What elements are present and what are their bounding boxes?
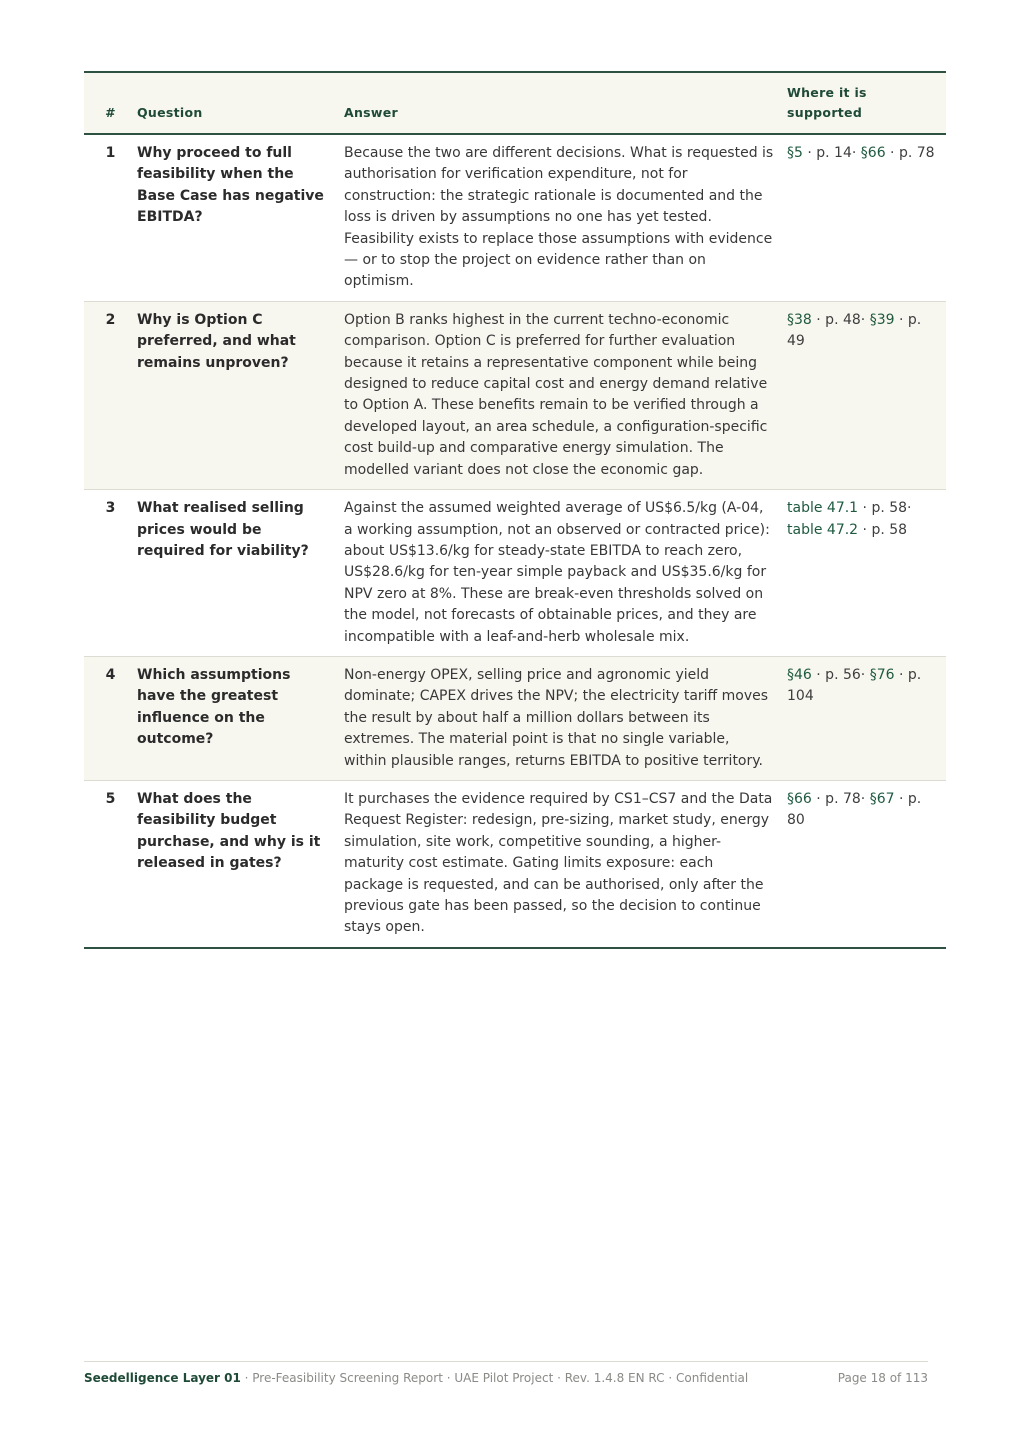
row-references: [787, 656, 946, 780]
reference-page: · p. 56·: [811, 666, 870, 683]
qa-table: [84, 71, 946, 949]
reference-page: · p. 49: [787, 311, 922, 350]
reference-page: · p. 58: [858, 521, 908, 538]
row-question: What realised selling prices would be required for viability?: [137, 490, 344, 657]
reference-link[interactable]: §66: [860, 145, 886, 161]
row-number: 4: [84, 656, 137, 780]
reference-page: · p. 78: [885, 145, 935, 161]
row-answer: Because the two are different decisions. What is requested is authorisation for verification expenditure, not for construction: the strategic rationale is documented and the loss is driven by assumptions no one has yet tested. Feasibility exists to replace those assumptions with evidence — or to stop the project on evidence rather than on optimism.: [344, 134, 787, 301]
row-answer: Non-energy OPEX, selling price and agronomic yield dominate; CAPEX drives the NPV; the electricity tariff moves the result by about half a million dollars between its extremes. The material point is that no single variable, within plausible ranges, returns EBITDA to positive territory.: [344, 656, 787, 780]
row-answer: It purchases the evidence required by CS1–CS7 and the Data Request Register: redesign, pre-sizing, market study, energy simulation, site work, competitive sounding, a higher-maturity cost estimate. Gating limits exposure: each package is requested, and can be authorised, only after the previous gate has been passed, so the decision to continue stays open.: [344, 780, 787, 947]
table-row: [84, 134, 946, 301]
reference-page: · p. 14·: [802, 145, 861, 161]
reference-link[interactable]: §38: [787, 311, 812, 328]
reference-link[interactable]: §5: [787, 145, 803, 161]
footer-page-number: Page 18 of 113: [837, 1371, 928, 1385]
header-where-supported: Where it is supported: [787, 72, 946, 134]
reference-link[interactable]: §66: [787, 790, 812, 807]
footer-brand: Seedelligence Layer 01: [84, 1371, 241, 1385]
reference-page: · p. 48·: [811, 311, 870, 328]
row-references: [787, 134, 946, 301]
reference-link[interactable]: §46: [787, 666, 812, 683]
row-question: What does the feasibility budget purchase, and why is it released in gates?: [137, 780, 344, 947]
row-question: Why is Option C preferred, and what remains unproven?: [137, 301, 344, 489]
row-answer: Option B ranks highest in the current techno-economic comparison. Option C is preferred for further evaluation because it retains a representative component while being designed to reduce capital cost and energy demand relative to Option A. These benefits remain to be verified through a developed layout, an area schedule, a configuration-specific cost build-up and comparative energy simulation. The modelled variant does not close the economic gap.: [344, 301, 787, 489]
header-answer: Answer: [344, 72, 787, 134]
reference-page: · p. 104: [787, 666, 922, 705]
reference-page: · p. 78·: [811, 790, 870, 807]
header-question: Question: [137, 72, 344, 134]
reference-page: · p. 58·: [858, 500, 912, 517]
row-references: [787, 780, 946, 947]
reference-link[interactable]: table 47.2: [787, 521, 859, 538]
table-row: [84, 780, 946, 947]
reference-page: · p. 80: [787, 790, 922, 829]
table-row: [84, 301, 946, 489]
row-question: Which assumptions have the greatest influence on the outcome?: [137, 656, 344, 780]
footer-document-info: [84, 1371, 748, 1385]
reference-link[interactable]: §76: [869, 666, 895, 683]
table-row: [84, 656, 946, 780]
row-number: 1: [84, 134, 137, 301]
row-number: 2: [84, 301, 137, 489]
qa-page: [84, 71, 935, 949]
reference-link[interactable]: table 47.1: [787, 500, 859, 517]
row-references: [787, 490, 946, 657]
row-question: Why proceed to full feasibility when the Base Case has negative EBITDA?: [137, 134, 344, 301]
table-header: [84, 72, 946, 134]
row-answer: Against the assumed weighted average of US$6.5/kg (A-04, a working assumption, not an observed or contracted price): about US$13.6/kg for steady-state EBITDA to reach zero, US$28.6/kg for ten-year simple payback and US$35.6/kg for NPV zero at 8%. These are break-even thresholds solved on the model, not forecasts of obtainable prices, and they are incompatible with a leaf-and-herb wholesale mix.: [344, 490, 787, 657]
row-number: 5: [84, 780, 137, 947]
row-references: [787, 301, 946, 489]
page-footer: [84, 1361, 928, 1385]
table-body: [84, 134, 946, 948]
reference-link[interactable]: §67: [869, 790, 895, 807]
footer-meta: · Pre-Feasibility Screening Report · UAE Pilot Project · Rev. 1.4.8 EN RC · Confidential: [240, 1371, 749, 1385]
header-row: [84, 72, 946, 134]
row-number: 3: [84, 490, 137, 657]
table-row: [84, 490, 946, 657]
reference-link[interactable]: §39: [869, 311, 895, 328]
header-num: #: [84, 72, 137, 134]
